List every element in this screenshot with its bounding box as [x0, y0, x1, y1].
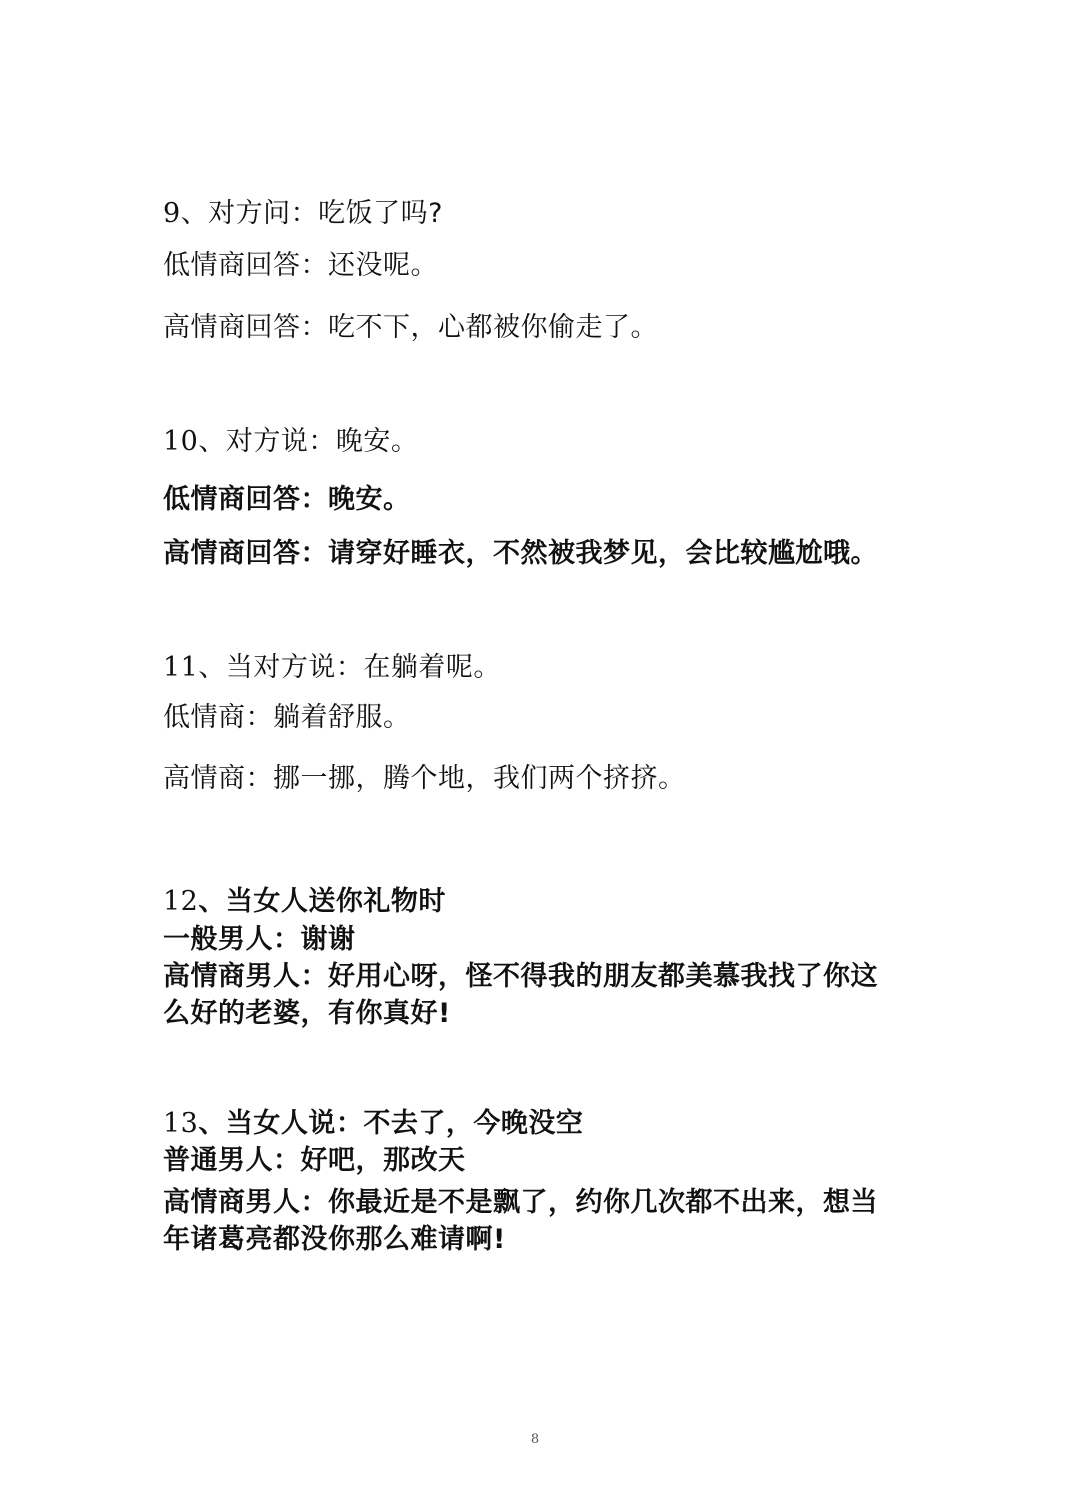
item-11-question	[163, 650, 501, 686]
item-13-question-text: 、当女人说：不去了，今晚没空	[198, 1108, 584, 1139]
item-10-number: 10	[163, 426, 199, 457]
item-10-question	[163, 424, 418, 460]
item-11-number: 11	[163, 652, 199, 683]
item-10-high-answer: 高情商回答：请穿好睡衣，不然被我梦见，会比较尴尬哦。	[163, 538, 878, 569]
item-9-number: 9	[163, 198, 181, 229]
item-12-number: 12	[163, 886, 199, 917]
item-10-question-text: 、对方说：晚安。	[198, 426, 419, 457]
item-9-question-text: 、对方问：吃饭了吗?	[180, 198, 444, 229]
item-12-low-answer: 一般男人：谢谢	[163, 924, 356, 955]
item-12-high-answer-line2: 么好的老婆，有你真好!	[163, 998, 451, 1029]
item-12-high-answer-line1: 高情商男人：好用心呀，怪不得我的朋友都美慕我找了你这	[163, 961, 878, 992]
item-9-high-answer: 高情商回答：吃不下，心都被你偷走了。	[163, 312, 658, 343]
item-13-question	[163, 1106, 583, 1142]
item-9-low-answer: 低情商回答：还没呢。	[163, 250, 438, 281]
item-13-high-answer-line1: 高情商男人：你最近是不是飘了，约你几次都不出来，想当	[163, 1187, 878, 1218]
page-number: 8	[530, 1432, 540, 1447]
item-11-low-answer: 低情商：躺着舒服。	[163, 702, 411, 733]
item-13-high-answer-line2: 年诸葛亮都没你那么难请啊!	[163, 1224, 506, 1255]
item-10-low-answer: 低情商回答：晚安。	[163, 484, 411, 515]
item-13-low-answer: 普通男人：好吧，那改天	[163, 1145, 466, 1176]
item-13-number: 13	[163, 1108, 199, 1139]
item-11-high-answer: 高情商：挪一挪，腾个地，我们两个挤挤。	[163, 763, 686, 794]
item-12-question-text: 、当女人送你礼物时	[198, 886, 446, 917]
item-12-question	[163, 884, 446, 920]
item-11-question-text: 、当对方说：在躺着呢。	[198, 652, 501, 683]
item-9-question	[163, 196, 443, 232]
